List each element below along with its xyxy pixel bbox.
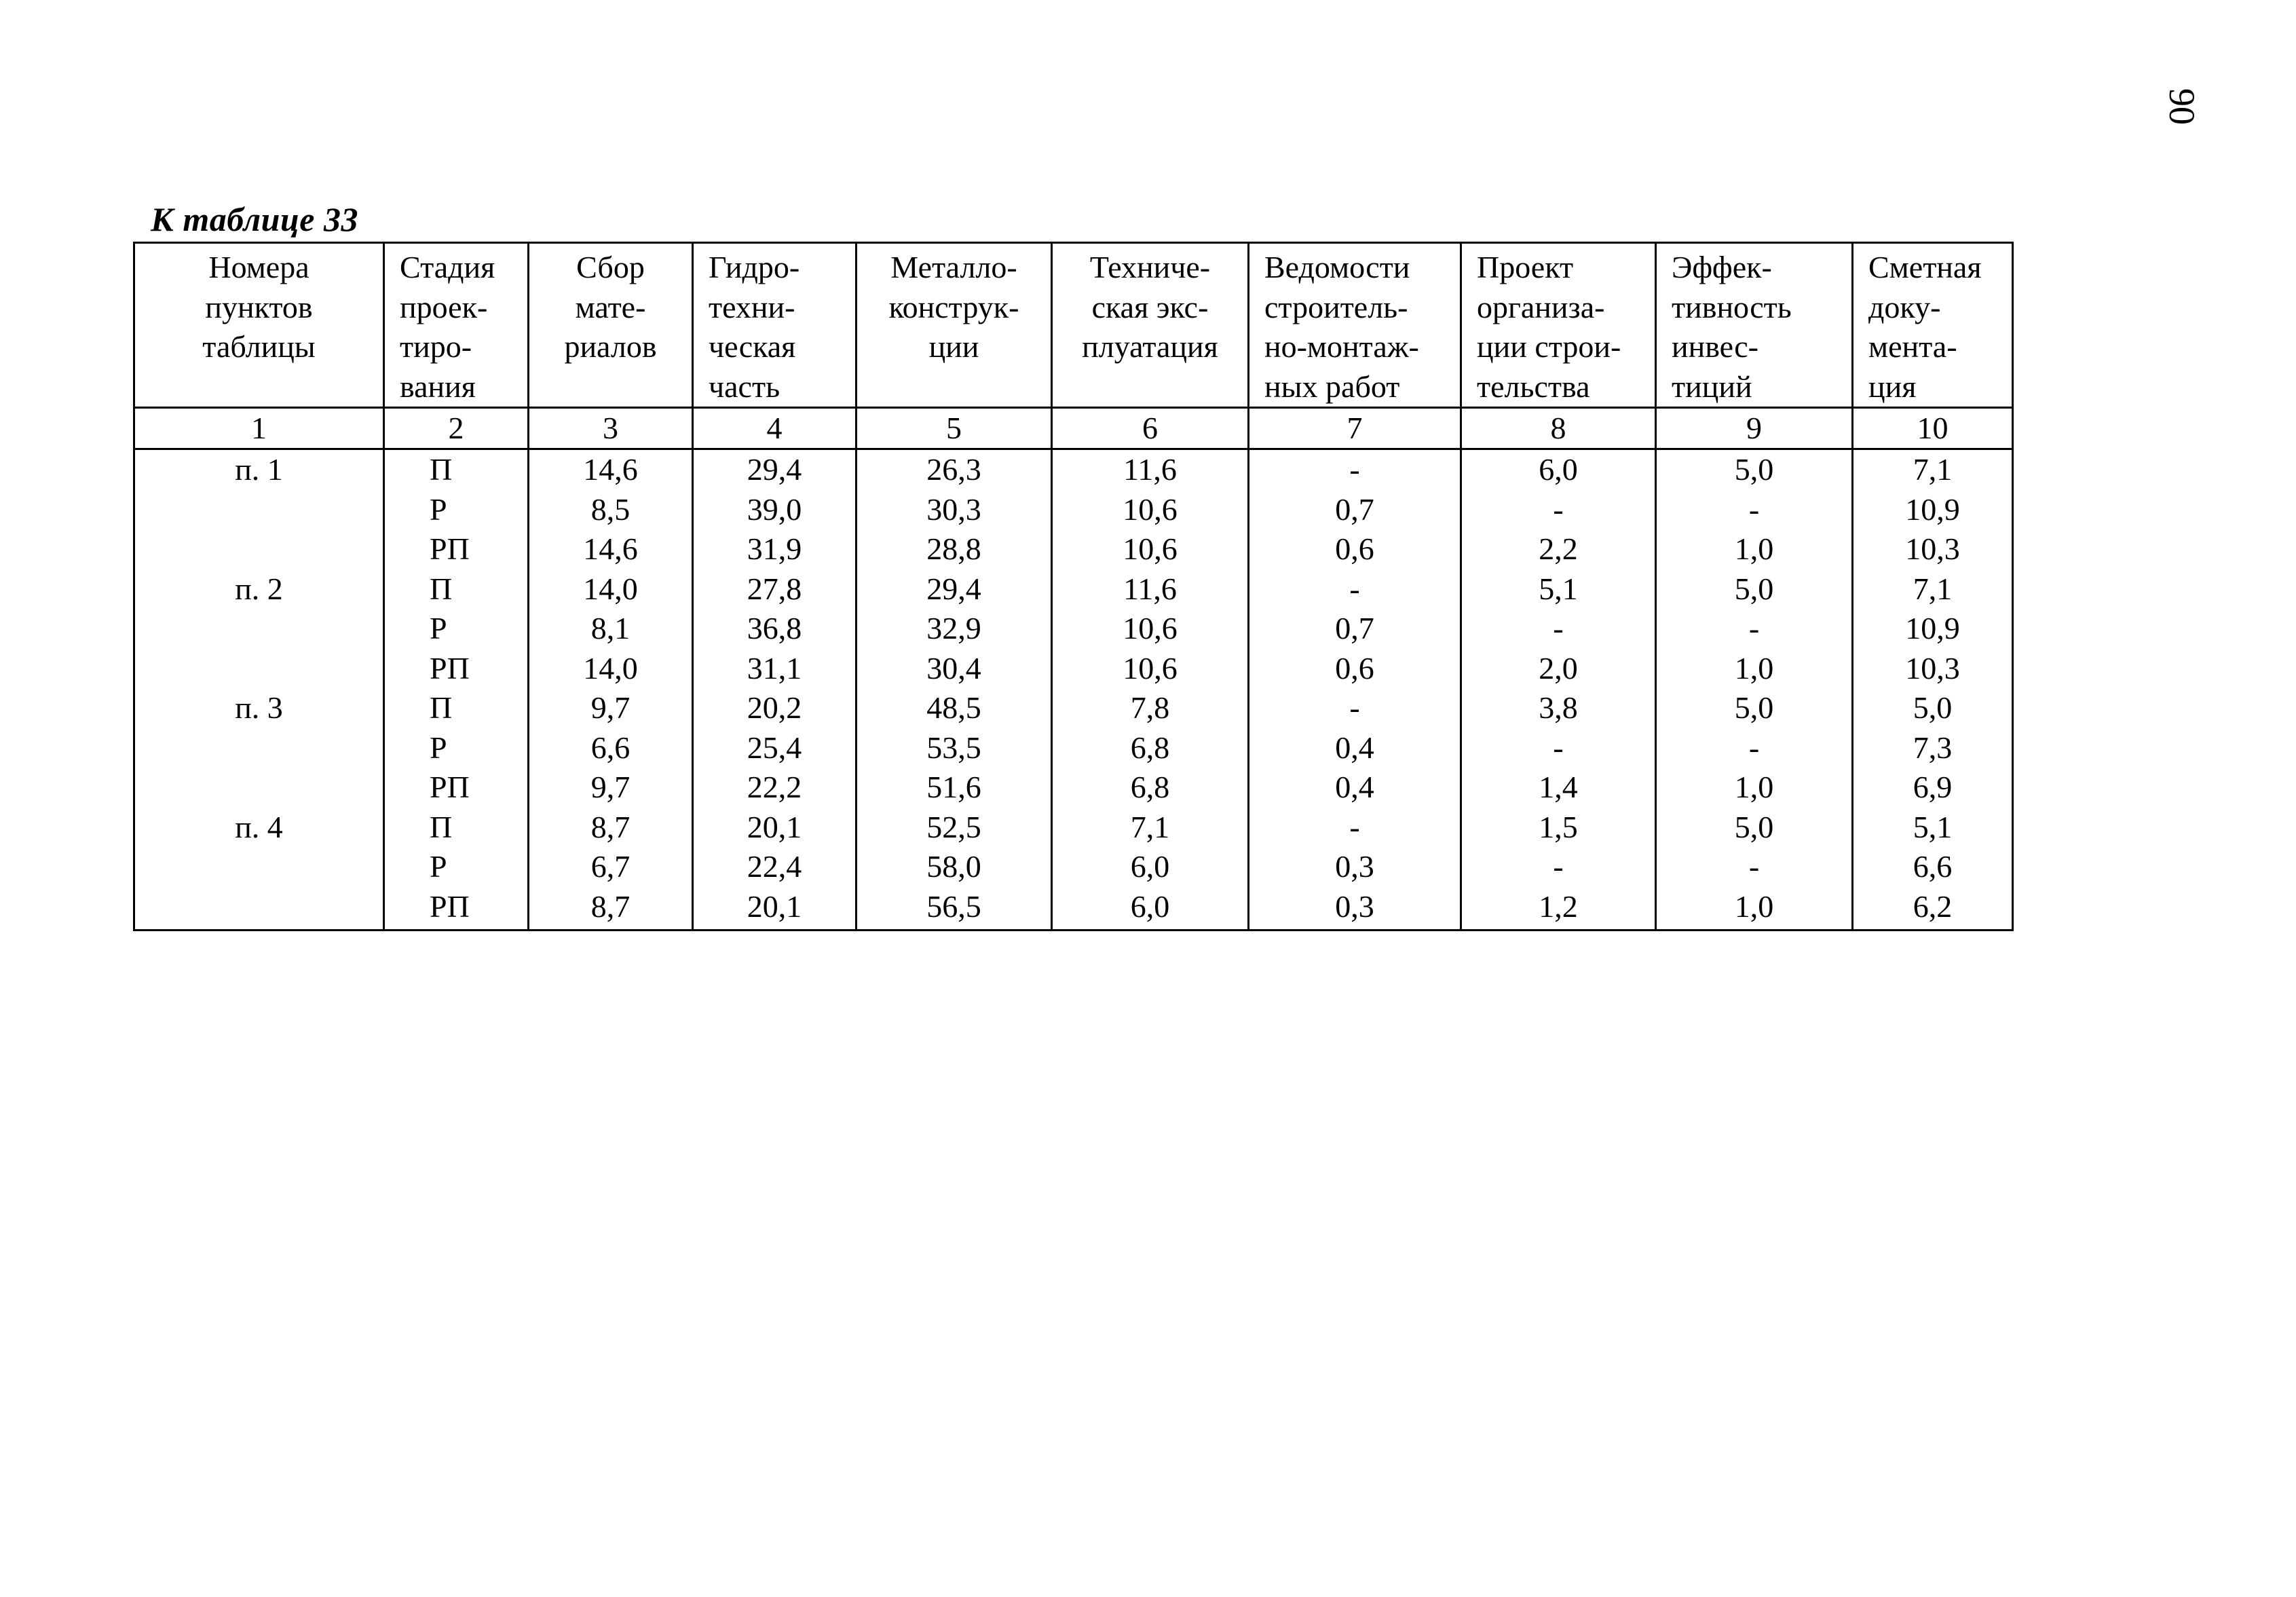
stage-label: РП	[430, 650, 470, 685]
cell-value: 14,6	[583, 452, 638, 487]
stage-label: Р	[430, 849, 447, 884]
cell-value: 5,0	[1734, 452, 1774, 487]
cell-value: 7,1	[1130, 809, 1170, 844]
stage-label: РП	[430, 770, 470, 804]
data-table	[133, 242, 2014, 931]
cell-value: 5,0	[1734, 571, 1774, 606]
cell-value: 10,6	[1123, 611, 1178, 645]
header-line: мента-	[1868, 329, 1957, 364]
cell-value: 26,3	[926, 452, 981, 487]
cell-value: 6,6	[590, 730, 631, 765]
cell-value: 9,7	[590, 770, 631, 804]
cell-value: 10,3	[1905, 531, 1960, 566]
header-line: плуатация	[1082, 329, 1218, 364]
value-cell	[1656, 449, 1853, 569]
cell-value: -	[1349, 809, 1360, 844]
header-line: но-монтаж-	[1264, 329, 1419, 364]
value-cell	[857, 569, 1052, 689]
cell-value: 31,1	[747, 650, 802, 685]
cell-value: -	[1349, 571, 1360, 606]
header-line: Стадия	[400, 250, 495, 284]
header-line: тиций	[1672, 369, 1752, 404]
item-label: п. 2	[235, 571, 283, 606]
value-cell	[857, 449, 1052, 569]
cell-value: 0,7	[1335, 491, 1374, 527]
stage-label: П	[430, 690, 453, 725]
cell-value: 0,6	[1335, 650, 1374, 685]
value-cell	[1052, 449, 1249, 569]
header-line: Номера	[208, 250, 309, 284]
stage-label: Р	[430, 611, 447, 645]
cell-value: 8,1	[590, 611, 631, 645]
value-cell	[1853, 808, 2013, 931]
stage-cell	[384, 688, 529, 808]
cell-value: 6,2	[1913, 888, 1953, 924]
header-line: ская экс-	[1091, 289, 1209, 324]
header-line: ции строи-	[1477, 329, 1621, 364]
stage-label: Р	[430, 730, 447, 765]
stage-label: П	[430, 452, 453, 487]
cell-value: 8,7	[590, 888, 631, 924]
column-number: 10	[1853, 408, 2013, 449]
header-line: конструк-	[888, 289, 1019, 324]
stage-label: П	[430, 809, 453, 844]
cell-value: 6,7	[590, 849, 631, 884]
column-number: 7	[1249, 408, 1461, 449]
header-line: часть	[709, 369, 780, 404]
header-line: ция	[1868, 369, 1917, 404]
value-cell	[1656, 808, 1853, 931]
value-cell	[1461, 688, 1656, 808]
cell-value: 3,8	[1539, 690, 1578, 725]
cell-value: 30,3	[926, 491, 981, 527]
column-number: 1	[134, 408, 384, 449]
cell-value: 5,0	[1734, 809, 1774, 844]
value-cell	[1853, 449, 2013, 569]
cell-value: 32,9	[926, 611, 981, 645]
cell-value: 22,4	[747, 849, 802, 884]
cell-value: 7,1	[1913, 452, 1953, 487]
cell-value: 31,9	[747, 531, 802, 566]
table-row-group	[134, 808, 2013, 931]
cell-value: 10,3	[1905, 650, 1960, 685]
column-header	[384, 243, 529, 408]
value-cell	[1656, 688, 1853, 808]
header-line: Металло-	[890, 250, 1017, 284]
value-cell	[857, 688, 1052, 808]
stage-cell	[384, 569, 529, 689]
column-number: 9	[1656, 408, 1853, 449]
cell-value: 30,4	[926, 650, 981, 685]
table-row-group	[134, 688, 2013, 808]
cell-value: 36,8	[747, 611, 802, 645]
cell-value: 1,0	[1734, 888, 1774, 924]
cell-value: 6,0	[1130, 849, 1170, 884]
cell-value: 10,6	[1123, 531, 1178, 566]
value-cell	[1249, 808, 1461, 931]
value-cell	[693, 808, 857, 931]
value-cell	[1249, 449, 1461, 569]
cell-value: 6,0	[1130, 888, 1170, 924]
column-number-row	[134, 408, 2013, 449]
stage-label: П	[430, 571, 453, 606]
value-cell	[857, 808, 1052, 931]
value-cell	[529, 449, 693, 569]
cell-value: 48,5	[926, 690, 981, 725]
cell-value: 20,2	[747, 690, 802, 725]
value-cell	[693, 688, 857, 808]
cell-value: 0,3	[1335, 849, 1374, 884]
cell-value: 8,5	[590, 491, 631, 527]
header-line: Ведомости	[1264, 250, 1410, 284]
cell-value: 6,6	[1913, 849, 1953, 884]
value-cell	[1052, 569, 1249, 689]
header-line: таблицы	[202, 329, 316, 364]
cell-value: 1,4	[1539, 770, 1578, 804]
column-header	[1249, 243, 1461, 408]
item-label: п. 1	[235, 452, 283, 487]
cell-value: 2,0	[1539, 650, 1578, 685]
header-line: техни-	[709, 289, 795, 324]
cell-value: 28,8	[926, 531, 981, 566]
cell-value: -	[1748, 491, 1760, 527]
cell-value: 1,0	[1734, 531, 1774, 566]
cell-value: -	[1748, 611, 1760, 645]
cell-value: 29,4	[926, 571, 981, 606]
cell-value: 11,6	[1123, 452, 1177, 487]
item-cell	[134, 688, 384, 808]
cell-value: 14,0	[583, 571, 638, 606]
cell-value: 5,0	[1734, 690, 1774, 725]
cell-value: 10,6	[1123, 491, 1178, 527]
header-line: организа-	[1477, 289, 1605, 324]
header-row	[134, 243, 2013, 408]
cell-value: 10,9	[1905, 491, 1960, 527]
table-row-group	[134, 449, 2013, 569]
cell-value: 5,1	[1913, 809, 1953, 844]
table-row-group	[134, 569, 2013, 689]
header-line: Проект	[1477, 250, 1574, 284]
cell-value: 5,0	[1913, 690, 1953, 725]
cell-value: 10,9	[1905, 611, 1960, 645]
header-line: доку-	[1868, 289, 1941, 324]
column-header	[1461, 243, 1656, 408]
column-number: 2	[384, 408, 529, 449]
cell-value: 52,5	[926, 809, 981, 844]
value-cell	[529, 569, 693, 689]
column-number: 5	[857, 408, 1052, 449]
cell-value: -	[1553, 491, 1564, 527]
cell-value: 6,8	[1130, 730, 1170, 765]
cell-value: 10,6	[1123, 650, 1178, 685]
cell-value: -	[1748, 849, 1760, 884]
page-number: 90	[2162, 88, 2202, 125]
cell-value: 1,2	[1539, 888, 1578, 924]
cell-value: 1,0	[1734, 650, 1774, 685]
item-cell	[134, 808, 384, 931]
header-line: ных работ	[1264, 369, 1400, 404]
value-cell	[1052, 688, 1249, 808]
cell-value: 7,1	[1913, 571, 1953, 606]
cell-value: -	[1349, 452, 1360, 487]
value-cell	[1461, 449, 1656, 569]
cell-value: 14,0	[583, 650, 638, 685]
column-header	[529, 243, 693, 408]
cell-value: 6,0	[1539, 452, 1578, 487]
header-line: Техниче-	[1089, 250, 1211, 284]
header-line: проек-	[400, 289, 488, 324]
value-cell	[1249, 569, 1461, 689]
cell-value: 14,6	[583, 531, 638, 566]
cell-value: 8,7	[590, 809, 631, 844]
header-line: тивность	[1672, 289, 1792, 324]
value-cell	[693, 569, 857, 689]
cell-value: -	[1553, 849, 1564, 884]
cell-value: 2,2	[1539, 531, 1578, 566]
cell-value: -	[1748, 730, 1760, 765]
cell-value: 29,4	[747, 452, 802, 487]
cell-value: 1,5	[1539, 809, 1578, 844]
cell-value: 27,8	[747, 571, 802, 606]
header-line: ции	[928, 329, 979, 364]
cell-value: 25,4	[747, 730, 802, 765]
column-header	[857, 243, 1052, 408]
column-header	[693, 243, 857, 408]
cell-value: 7,3	[1913, 730, 1953, 765]
cell-value: 7,8	[1130, 690, 1170, 725]
cell-value: 6,9	[1913, 770, 1953, 804]
column-header	[134, 243, 384, 408]
header-line: риалов	[564, 329, 657, 364]
cell-value: 20,1	[747, 809, 802, 844]
value-cell	[1853, 688, 2013, 808]
item-label: п. 3	[235, 690, 283, 725]
column-number: 3	[529, 408, 693, 449]
cell-value: -	[1349, 690, 1360, 725]
item-cell	[134, 569, 384, 689]
stage-cell	[384, 808, 529, 931]
header-line: мате-	[575, 289, 646, 324]
cell-value: 58,0	[926, 849, 981, 884]
cell-value: -	[1553, 730, 1564, 765]
cell-value: 0,7	[1335, 611, 1374, 645]
table-caption: К таблице 33	[151, 200, 358, 238]
cell-value: -	[1553, 611, 1564, 645]
value-cell	[1461, 569, 1656, 689]
cell-value: 0,4	[1335, 770, 1374, 804]
value-cell	[529, 808, 693, 931]
stage-label: РП	[430, 531, 470, 566]
value-cell	[529, 688, 693, 808]
header-line: ческая	[709, 329, 796, 364]
column-header	[1052, 243, 1249, 408]
cell-value: 0,6	[1335, 531, 1374, 566]
cell-value: 11,6	[1123, 571, 1177, 606]
header-line: строитель-	[1264, 289, 1408, 324]
cell-value: 5,1	[1539, 571, 1578, 606]
cell-value: 56,5	[926, 888, 981, 924]
column-number: 4	[693, 408, 857, 449]
cell-value: 53,5	[926, 730, 981, 765]
header-line: тиро-	[400, 329, 472, 364]
cell-value: 9,7	[590, 690, 631, 725]
cell-value: 1,0	[1734, 770, 1774, 804]
cell-value: 51,6	[926, 770, 981, 804]
value-cell	[1853, 569, 2013, 689]
item-label: п. 4	[235, 809, 283, 844]
header-line: Гидро-	[709, 250, 800, 284]
cell-value: 6,8	[1130, 770, 1170, 804]
stage-label: РП	[430, 888, 470, 924]
cell-value: 0,4	[1335, 730, 1374, 765]
header-line: Эффек-	[1672, 250, 1772, 284]
stage-cell	[384, 449, 529, 569]
cell-value: 22,2	[747, 770, 802, 804]
cell-value: 39,0	[747, 491, 802, 527]
header-line: тельства	[1477, 369, 1590, 404]
header-line: инвес-	[1672, 329, 1758, 364]
header-line: Сбор	[576, 250, 645, 284]
header-line: Сметная	[1868, 250, 1982, 284]
value-cell	[693, 449, 857, 569]
column-number: 6	[1052, 408, 1249, 449]
value-cell	[1052, 808, 1249, 931]
header-line: пунктов	[205, 289, 313, 324]
value-cell	[1249, 688, 1461, 808]
stage-label: Р	[430, 491, 447, 527]
header-line: вания	[400, 369, 476, 404]
cell-value: 20,1	[747, 888, 802, 924]
value-cell	[1461, 808, 1656, 931]
column-header	[1853, 243, 2013, 408]
item-cell	[134, 449, 384, 569]
value-cell	[1656, 569, 1853, 689]
column-number: 8	[1461, 408, 1656, 449]
column-header	[1656, 243, 1853, 408]
cell-value: 0,3	[1335, 888, 1374, 924]
